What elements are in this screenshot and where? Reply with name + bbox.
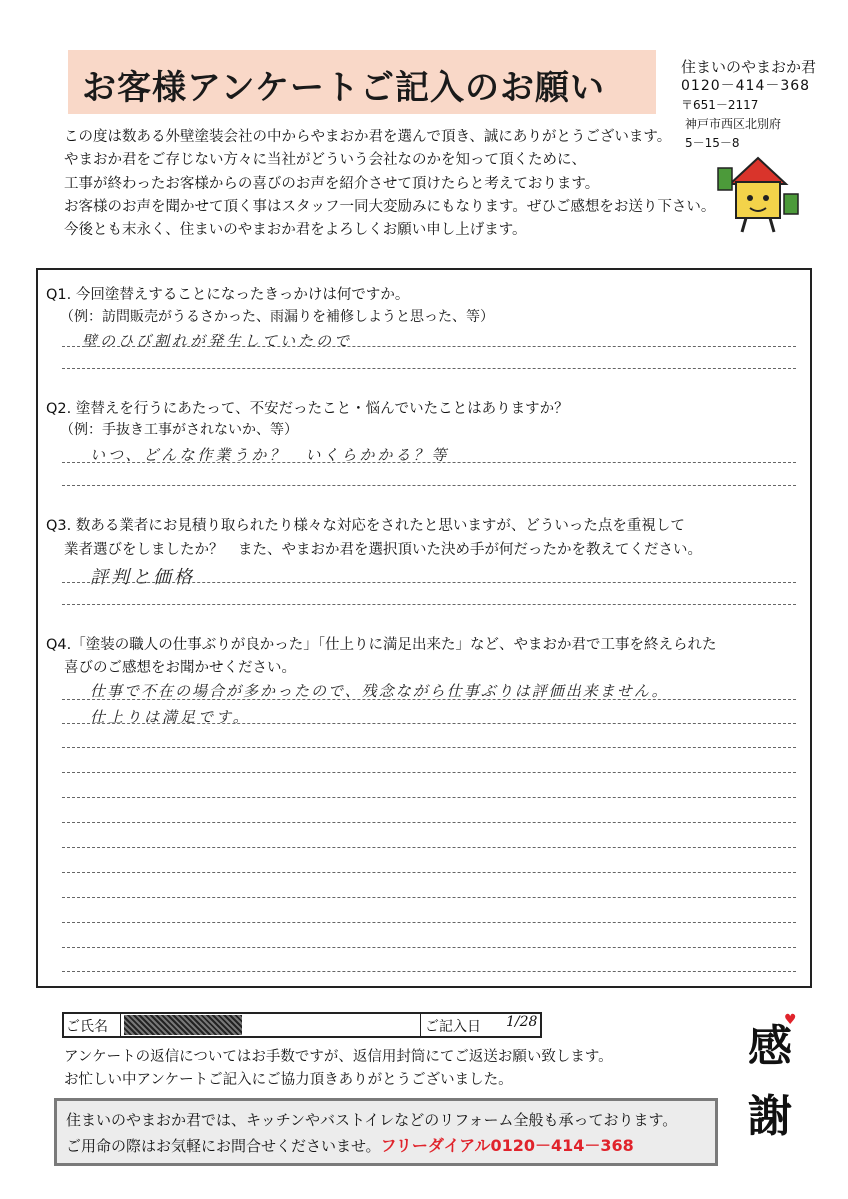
divider xyxy=(120,1012,121,1038)
answer-line xyxy=(62,723,796,724)
heart-icon: ♥ xyxy=(784,1012,797,1028)
footer-line: お忙しい中アンケートご記入にご協力頂きありがとうございました。 xyxy=(64,1072,513,1088)
company-address-1: 神戸市西区北別府 xyxy=(685,117,782,131)
thanks-char-1: 感 xyxy=(748,1021,792,1072)
divider xyxy=(420,1012,421,1038)
footer-line: アンケートの返信についてはお手数ですが、返信用封筒にてご返送お願い致します。 xyxy=(64,1049,613,1065)
name-label: ご氏名 xyxy=(66,1019,108,1035)
mascot-house-icon xyxy=(716,150,800,236)
q1-answer[interactable]: 壁のひび割れが発生していたので xyxy=(82,332,353,350)
q4-answer-1[interactable]: 仕事で不在の場合が多かったので、残念ながら仕事ぶりは評価出来ません。 xyxy=(90,682,669,700)
q3-answer[interactable]: 評判と価格 xyxy=(90,567,195,588)
promo-text xyxy=(66,1108,677,1159)
date-value[interactable]: 1/28 xyxy=(506,1014,538,1030)
answer-line xyxy=(62,747,796,748)
answer-line xyxy=(62,822,796,823)
name-field-redacted[interactable] xyxy=(124,1015,242,1035)
q4-question-cont: 喜びのご感想をお聞かせください。 xyxy=(64,660,296,676)
q2-answer[interactable]: いつ、どんな作業うか？ いくらかかる？等 xyxy=(90,446,450,464)
answer-line xyxy=(62,346,796,347)
intro-text xyxy=(64,126,715,242)
answer-line xyxy=(62,797,796,798)
promo-line-2: ご用命の際はお気軽にお問合せくださいませ。 xyxy=(66,1137,381,1155)
company-tel: 0120－414－368 xyxy=(681,78,811,94)
answer-line xyxy=(62,485,796,486)
answer-line xyxy=(62,368,796,369)
answer-line xyxy=(62,971,796,972)
q2-question: Q2. 塗替えを行うにあたって、不安だったこと・悩んでいたことはありますか？ xyxy=(46,401,569,417)
thanks-calligraphy xyxy=(740,1012,800,1152)
q4-answer-2[interactable]: 仕上りは満足です。 xyxy=(90,708,251,726)
answer-line xyxy=(62,582,796,583)
intro-line: やまおか君をご存じない方々に当社がどういう会社なのかを知って頂くために、 xyxy=(64,152,586,169)
answer-line xyxy=(62,847,796,848)
promo-line-1: 住まいのやまおか君では、キッチンやバストイレなどのリフォーム全般も承っております。 xyxy=(66,1111,678,1129)
free-dial[interactable]: フリーダイアル0120－414－368 xyxy=(380,1136,634,1155)
q3-question-cont: 業者選びをしましたか？ また、やまおか君を選択頂いた決め手が何だったかを教えてください。 xyxy=(64,542,702,558)
footer-note xyxy=(64,1046,613,1092)
intro-line: この度は数ある外壁塗装会社の中からやまおか君を選んで頂き、誠にありがとうございます。 xyxy=(64,129,672,145)
q1-question: Q1. 今回塗替えすることになったきっかけは何ですか。 xyxy=(46,287,410,303)
intro-line: 今後とも末永く、住まいのやまおか君をよろしくお願い申し上げます。 xyxy=(64,222,527,239)
company-zip: 〒651－2117 xyxy=(681,98,759,112)
q3-question: Q3. 数ある業者にお見積り取られたり様々な対応をされたと思いますが、どういった点を重視して xyxy=(46,518,685,534)
intro-line: 工事が終わったお客様からの喜びのお声を紹介させて頂けたらと考えております。 xyxy=(64,175,600,192)
q2-example: （例：手抜き工事がされないか、等） xyxy=(60,422,298,438)
answer-line xyxy=(62,897,796,898)
date-label: ご記入日 xyxy=(425,1019,481,1035)
answer-line xyxy=(62,922,796,923)
company-address-2: 5－15－8 xyxy=(685,136,740,150)
answer-line xyxy=(62,604,796,605)
q4-question: Q4.「塗装の職人の仕事ぶりが良かった」「仕上りに満足出来た」など、やまおか君で工事を終えられた xyxy=(46,637,717,653)
answer-line xyxy=(62,699,796,700)
thanks-char-2: 謝 xyxy=(748,1091,792,1142)
questionnaire-box xyxy=(36,268,812,988)
answer-line xyxy=(62,947,796,948)
answer-line xyxy=(62,772,796,773)
intro-line: お客様のお声を聞かせて頂く事はスタッフ一同大変励みにもなります。ぜひご感想をお送り下さい。 xyxy=(64,198,716,215)
q1-example: （例：訪問販売がうるさかった、雨漏りを補修しようと思った、等） xyxy=(60,309,494,325)
page-title: お客様アンケートご記入のお願い xyxy=(82,68,605,108)
company-name: 住まいのやまおか君 xyxy=(681,58,817,76)
answer-line xyxy=(62,872,796,873)
answer-line xyxy=(62,462,796,463)
